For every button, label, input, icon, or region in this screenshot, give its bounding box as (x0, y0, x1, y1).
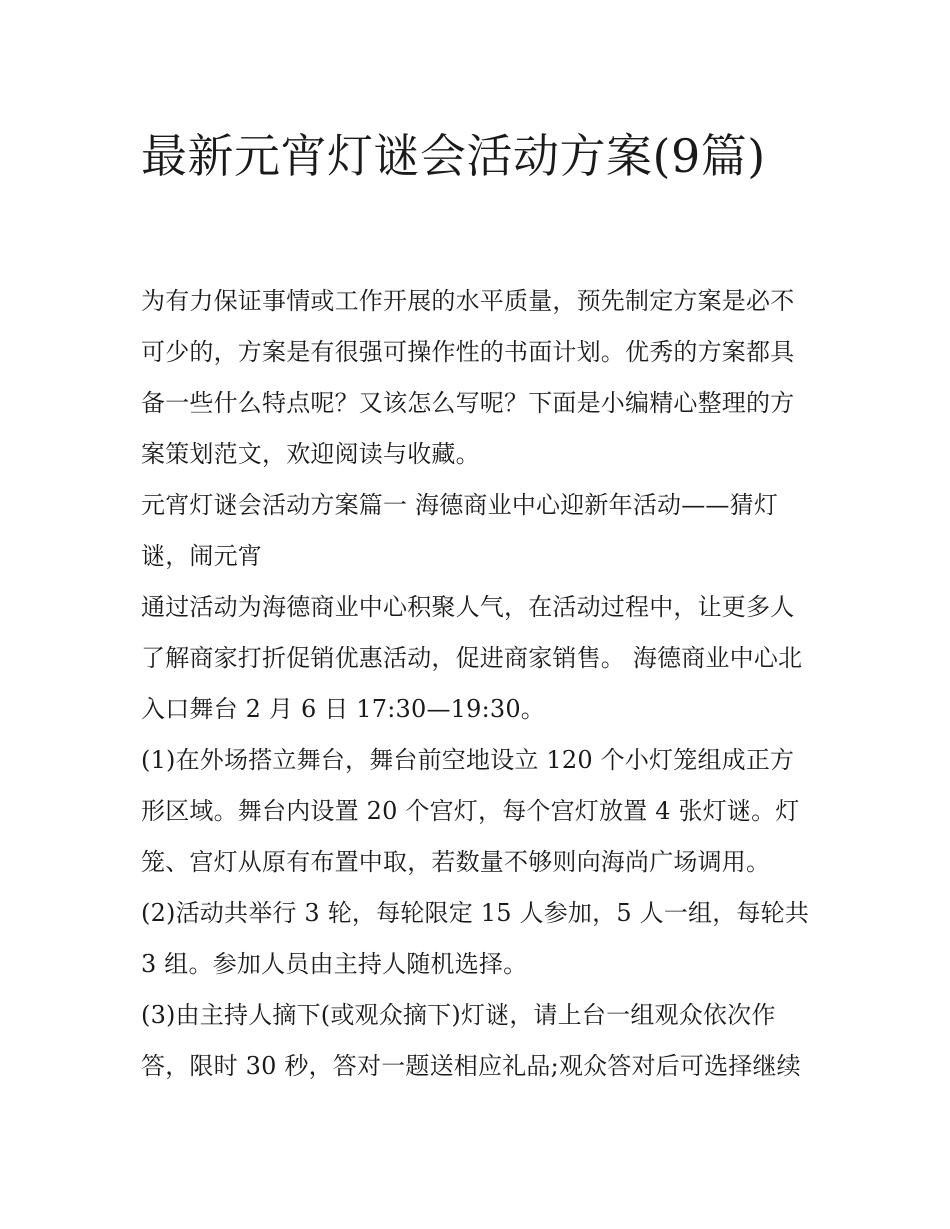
purpose-paragraph: 通过活动为海德商业中心积聚人气，在活动过程中，让更多人了解商家打折促销优惠活动，促进商家销售。 海德商业中心北入口舞台 2 月 6 日 17:30—19:30。 (141, 593, 803, 723)
intro-paragraph: 为有力保证事情或工作开展的水平质量，预先制定方案是必不可少的，方案是有很强可操作性的书面计划。优秀的方案都具备一些什么特点呢？又该怎么写呢？下面是小编精心整理的方案策划范文，欢迎阅读与收藏。 (141, 287, 795, 468)
document-body (141, 276, 817, 1092)
step-2-paragraph: (2)活动共举行 3 轮，每轮限定 15 人参加，5 人一组，每轮共 3 组。参加人员由主持人随机选择。 (141, 899, 810, 978)
step-1-paragraph: (1)在外场搭立舞台，舞台前空地设立 120 个小灯笼组成正方形区域。舞台内设置 20 个宫灯，每个宫灯放置 4 张灯谜。灯笼、宫灯从原有布置中取，若数量不够则向海尚广场调用。 (141, 746, 800, 876)
page-title: 最新元宵灯谜会活动方案(9篇) (141, 129, 766, 183)
step-3-paragraph: (3)由主持人摘下(或观众摘下)灯谜，请上台一组观众依次作答，限时 30 秒，答对一题送相应礼品;观众答对后可选择继续 (141, 1001, 801, 1080)
section-heading: 元宵灯谜会活动方案篇一 海德商业中心迎新年活动——猜灯谜，闹元宵 (141, 491, 779, 570)
